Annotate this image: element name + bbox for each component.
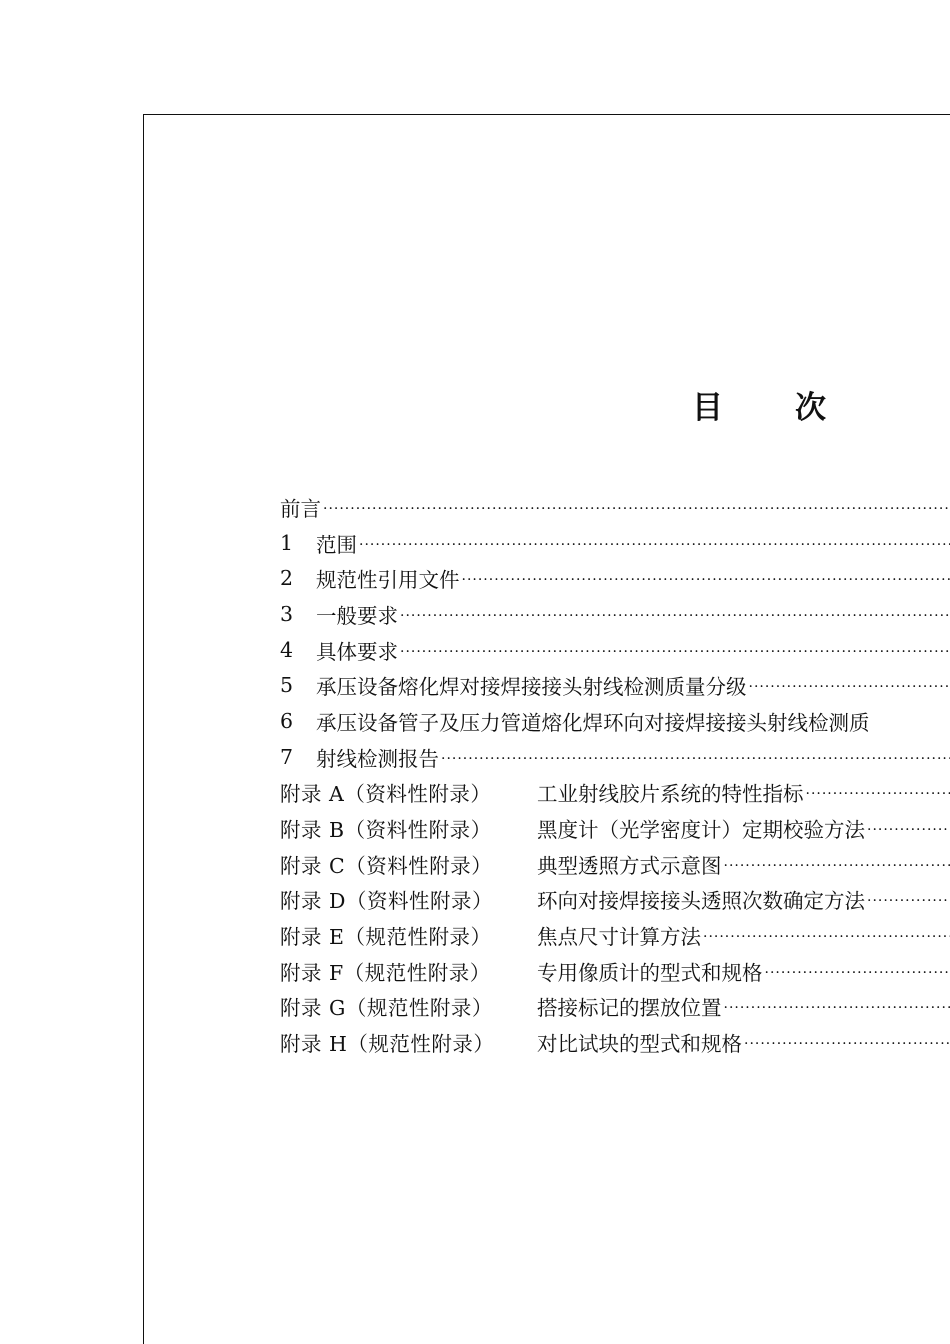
- page-title-part1: 目: [692, 390, 723, 426]
- dot-leader: [749, 680, 950, 694]
- page-title: [692, 382, 826, 427]
- appendix-title: 专用像质计的型式和规格: [537, 960, 763, 985]
- toc-entry-section[interactable]: [280, 703, 950, 739]
- appendix-label: 附录 A（资料性附录）: [280, 782, 492, 807]
- toc-entry-appendix[interactable]: [280, 989, 950, 1025]
- dot-leader: [867, 823, 950, 837]
- toc-entry-number: 2: [280, 566, 294, 591]
- toc-entry-section[interactable]: [280, 739, 950, 775]
- toc-entry-appendix[interactable]: [280, 810, 950, 846]
- toc-entry-number: 5: [280, 673, 294, 698]
- appendix-title: 环向对接焊接接头透照次数确定方法: [537, 889, 865, 914]
- dot-leader: [724, 1001, 950, 1015]
- toc-entry-section[interactable]: [280, 560, 950, 596]
- toc-entry-appendix[interactable]: [280, 882, 950, 918]
- appendix-title: 焦点尺寸计算方法: [537, 925, 701, 950]
- toc-entry-appendix[interactable]: [280, 917, 950, 953]
- toc-entry-appendix[interactable]: [280, 953, 950, 989]
- toc-entry-label: 承压设备熔化焊对接焊接接头射线检测质量分级: [316, 675, 747, 700]
- toc-entry-number: 1: [280, 530, 294, 555]
- dot-leader: [462, 573, 950, 587]
- appendix-title: 黑度计（光学密度计）定期校验方法: [537, 818, 865, 843]
- dot-leader: [359, 538, 950, 552]
- appendix-label: 附录 G（规范性附录）: [280, 996, 493, 1021]
- appendix-label: 附录 D（资料性附录）: [280, 889, 493, 914]
- dot-leader: [867, 894, 950, 908]
- dot-leader: [400, 645, 950, 659]
- toc-entry-appendix[interactable]: [280, 775, 950, 811]
- dot-leader: [323, 502, 950, 516]
- toc-entry-section[interactable]: [280, 667, 950, 703]
- toc-entry-appendix[interactable]: [280, 1024, 950, 1060]
- toc-entry-label: 承压设备管子及压力管道熔化焊环向对接焊接接头射线检测质: [316, 710, 870, 735]
- appendix-title: 典型透照方式示意图: [537, 853, 722, 878]
- appendix-title: 工业射线胶片系统的特性指标: [537, 782, 804, 807]
- toc-entry-label: 具体要求: [316, 639, 398, 664]
- dot-leader: [765, 966, 950, 980]
- toc-entry-section[interactable]: [280, 632, 950, 668]
- toc-entry-label: 规范性引用文件: [316, 568, 460, 593]
- appendix-label: 附录 F（规范性附录）: [280, 960, 491, 985]
- toc-entry-number: 3: [280, 601, 294, 626]
- toc-entry-label: 前言: [280, 496, 321, 521]
- page-title-part2: 次: [795, 390, 826, 426]
- toc-entry-number: 6: [280, 708, 294, 733]
- dot-leader: [703, 930, 950, 944]
- toc-entry-section[interactable]: [280, 525, 950, 561]
- toc-entry-label: 射线检测报告: [316, 746, 439, 771]
- dot-leader: [806, 787, 950, 801]
- toc-entry-label: 范围: [316, 532, 357, 557]
- toc-entry-appendix[interactable]: [280, 846, 950, 882]
- dot-leader: [441, 752, 950, 766]
- appendix-label: 附录 C（资料性附录）: [280, 853, 493, 878]
- appendix-label: 附录 E（规范性附录）: [280, 925, 492, 950]
- appendix-title: 对比试块的型式和规格: [537, 1032, 742, 1057]
- toc-entry-number: 7: [280, 744, 294, 769]
- dot-leader: [724, 859, 950, 873]
- toc-entry-number: 4: [280, 637, 294, 662]
- dot-leader: [400, 609, 950, 623]
- toc-entry-preface[interactable]: [280, 489, 950, 525]
- toc-entry-section[interactable]: [280, 596, 950, 632]
- appendix-label: 附录 B（资料性附录）: [280, 818, 492, 843]
- table-of-contents: [280, 489, 950, 1060]
- appendix-label: 附录 H（规范性附录）: [280, 1032, 495, 1057]
- toc-entry-label: 一般要求: [316, 603, 398, 628]
- appendix-title: 搭接标记的摆放位置: [537, 996, 722, 1021]
- dot-leader: [744, 1037, 950, 1051]
